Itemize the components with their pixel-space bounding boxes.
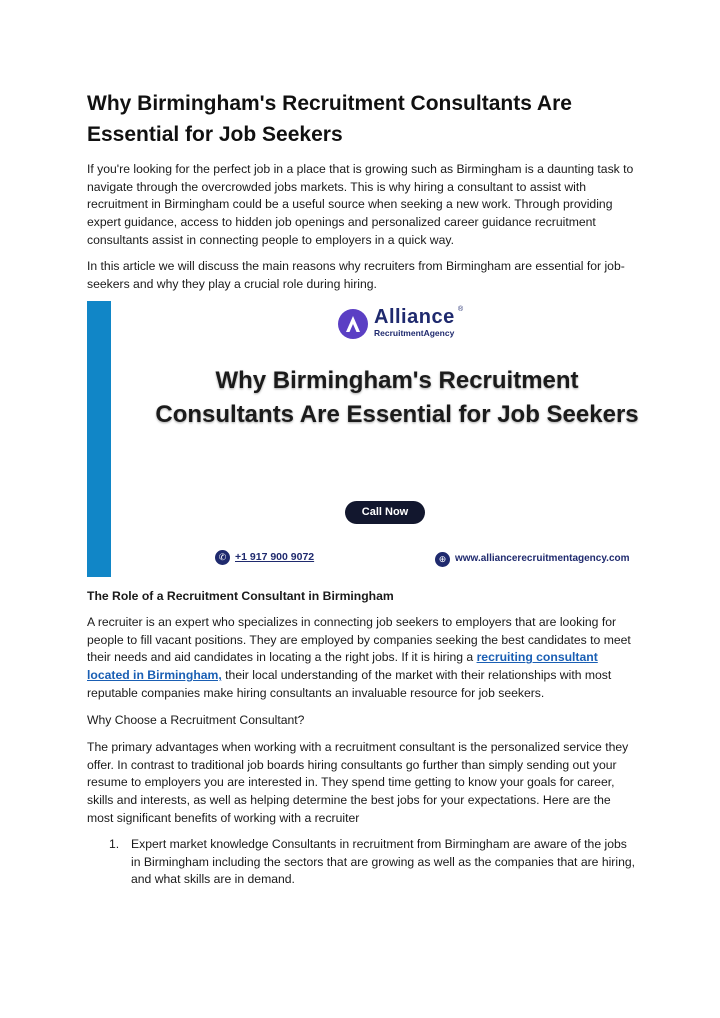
recruiting-consultant-link[interactable]: recruiting consultant located in Birmingham, [87,650,598,683]
why-heading: Why Choose a Recruitment Consultant? [87,713,305,727]
list-item-text: Expert market knowledge Consultants in recruitment from Birmingham are aware of the jobs in Birmingham including the sectors that are growing as well as the companies that are hiring, and what skills are in demand. [131,837,636,887]
logo-name: Alliance [374,306,455,328]
role-text-after: their local understanding of the market with their relationships with most reputable companies make hiring consultants an invaluable resource for job seekers. [87,668,612,700]
banner-title: Why Birmingham's Recruitment Consultants Are Essential for Job Seekers [155,367,639,428]
list-item-number: 1. [109,837,120,851]
section-heading: The Role of a Recruitment Consultant in Birmingham [87,589,394,603]
phone-icon: ✆ [215,550,230,565]
call-now-button[interactable]: Call Now [345,501,425,524]
banner-image [87,301,639,577]
globe-icon: ⊕ [435,552,450,567]
logo-registered-mark: ® [458,306,464,313]
website-url[interactable]: www.alliancerecruitmentagency.com [455,553,630,564]
role-text-before: A recruiter is an expert who specializes in connecting job seekers to employers that are looking for people to fill vacant positions. They are employed by companies seeking the best candidates to meet their needs and aid candidates in locating a the right jobs. If it is hiring a [87,615,631,665]
intro-paragraph-1: If you're looking for the perfect job in a place that is growing such as Birmingham is a daunting task to navigate through the overcrowded jobs markets. This is why hiring a consultant to assist with recruitment in Birmingham could be a useful source when seeking a new work. Through providing expert guidance, access to hidden job openings and personalized career guidance recruitment consultants assist in connecting people to employers in a quick way. [87,162,634,247]
logo-icon [337,308,369,340]
intro-paragraph-2: In this article we will discuss the main reasons why recruiters from Birmingham are essential for job-seekers and why they play a crucial role during hiring. [87,259,625,291]
role-paragraph [87,614,635,703]
phone-number[interactable]: +1 917 900 9072 [235,551,315,563]
banner-stripe [87,301,111,577]
why-paragraph: The primary advantages when working with a recruitment consultant is the personalized service they offer. In contrast to traditional job boards hiring consultants go further than simply sending out your resume to employers you are interested in. They spend time getting to know your goals for career, skills and interests, as well as helping determine the best jobs for your expectations. Here are the most significant benefits of working with a recruiter [87,740,629,825]
page-title: Why Birmingham's Recruitment Consultants Are Essential for Job Seekers [87,92,572,146]
logo-subtitle: RecruitmentAgency [374,328,455,338]
logo [337,306,467,344]
